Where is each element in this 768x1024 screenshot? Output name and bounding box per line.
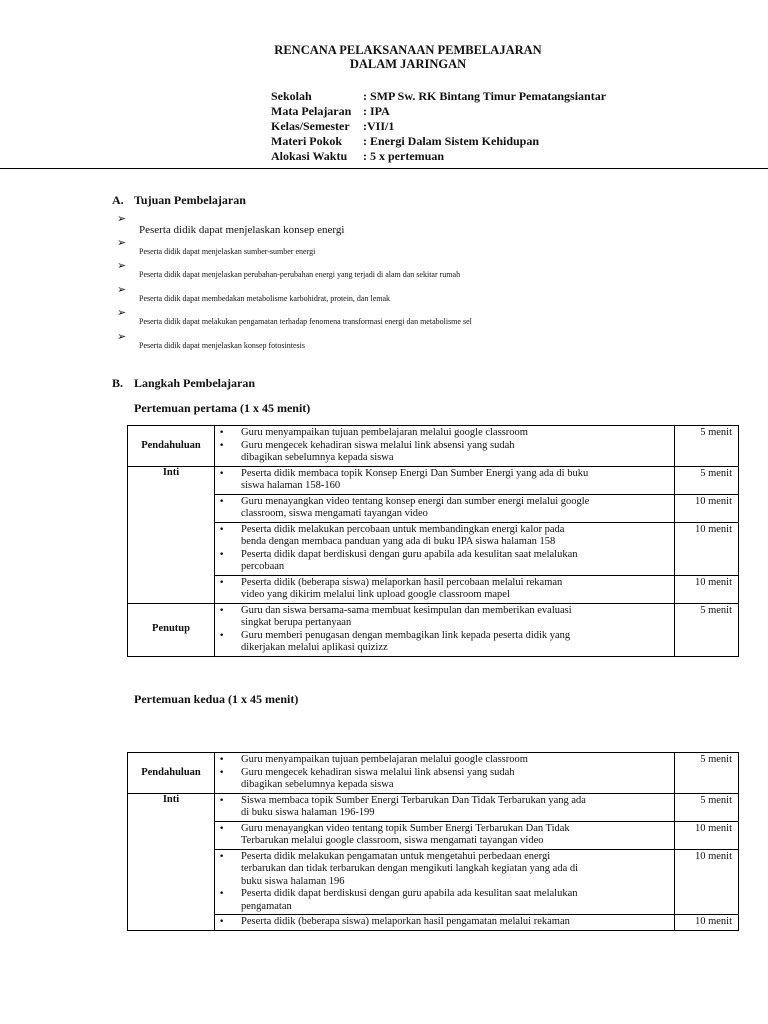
activity-cell bbox=[215, 753, 675, 794]
activity-bullet bbox=[219, 851, 672, 889]
meta-value: : Energi Dalam Sistem Kehidupan bbox=[363, 134, 540, 148]
activity-cell bbox=[215, 793, 675, 821]
table-row bbox=[128, 793, 739, 821]
table-row bbox=[128, 821, 739, 849]
meta-value: :VII/1 bbox=[363, 119, 395, 133]
document-title bbox=[0, 43, 768, 71]
meeting-2-title: Pertemuan kedua (1 x 45 menit) bbox=[134, 692, 299, 706]
activity-cell bbox=[215, 915, 675, 931]
activity-bullet bbox=[219, 577, 672, 602]
duration-cell: 10 menit bbox=[675, 494, 739, 522]
meta-row bbox=[271, 89, 606, 104]
meeting-1-table bbox=[127, 425, 739, 657]
phase-cell: Pendahuluan bbox=[128, 426, 215, 467]
activity-bullet bbox=[219, 916, 672, 929]
duration-cell: 5 menit bbox=[675, 603, 739, 656]
activity-bullet bbox=[219, 823, 672, 848]
table-row bbox=[128, 603, 739, 656]
activity-text: Guru menayangkan video tentang konsep energi dan sumber energi melalui google classroom, siswa mengamati tayangan video bbox=[241, 495, 590, 519]
phase-cell: Inti bbox=[128, 466, 215, 603]
meta-key: Sekolah bbox=[271, 89, 312, 103]
bullet-icon: • bbox=[219, 917, 225, 927]
bullet-icon: • bbox=[219, 524, 225, 535]
activity-text: Guru menayangkan video tentang topik Sumber Energi Terbarukan Dan Tidak Terbarukan melalui google classroom, siswa mengamati tayangan video bbox=[241, 822, 570, 846]
bullet-icon: • bbox=[219, 755, 225, 765]
bullet-icon: • bbox=[219, 605, 225, 616]
activity-text: Guru memberi penugasan dengan membagikan link kepada peserta didik yang dikerjakan melalui aplikasi quizizz bbox=[241, 629, 571, 653]
table-row bbox=[128, 466, 739, 494]
activity-bullet bbox=[219, 549, 672, 574]
duration-cell: 5 menit bbox=[675, 793, 739, 821]
activity-cell bbox=[215, 522, 675, 575]
activity-bullet bbox=[219, 524, 672, 549]
duration-cell: 5 menit bbox=[675, 466, 739, 494]
meta-row bbox=[271, 149, 606, 164]
activity-bullet bbox=[219, 767, 672, 792]
objective-text: Peserta didik dapat membedakan metabolisme karbohidrat, protein, dan lemak bbox=[139, 293, 391, 303]
meeting-1-title: Pertemuan pertama (1 x 45 menit) bbox=[134, 401, 311, 415]
table-row bbox=[128, 849, 739, 915]
activity-bullet bbox=[219, 888, 672, 913]
section-title: Tujuan Pembelajaran bbox=[134, 193, 246, 207]
meta-row bbox=[271, 119, 606, 134]
activity-text: Guru mengecek kehadiran siswa melalui link absensi yang sudah dibagikan sebelumnya kepada siswa bbox=[241, 766, 515, 790]
table-row bbox=[128, 575, 739, 603]
meta-key: Mata Pelajaran bbox=[271, 104, 352, 118]
title-line-2: DALAM JARINGAN bbox=[349, 57, 467, 71]
meta-value: : 5 x pertemuan bbox=[363, 149, 444, 163]
arrow-bullet-icon: ➢ bbox=[117, 212, 127, 225]
bullet-icon: • bbox=[219, 428, 225, 438]
activity-text: Peserta didik dapat berdiskusi dengan guru apabila ada kesulitan saat melalukan pengamatan bbox=[241, 888, 578, 912]
section-b-heading bbox=[112, 376, 255, 391]
bullet-icon: • bbox=[219, 823, 225, 834]
meta-key: Kelas/Semester bbox=[271, 119, 350, 133]
activity-cell bbox=[215, 426, 675, 467]
activity-cell bbox=[215, 466, 675, 494]
activity-text: Peserta didik melakukan percobaan untuk membandingkan energi kalor pada benda dengan membaca panduan yang ada di buku IPA siswa halaman 158 bbox=[241, 523, 565, 547]
objective-text: Peserta didik dapat menjelaskan perubahan-perubahan energi yang terjadi di alam dan sekitar rumah bbox=[139, 270, 461, 279]
duration-cell: 5 menit bbox=[675, 426, 739, 467]
activity-cell bbox=[215, 603, 675, 656]
activity-bullet bbox=[219, 496, 672, 521]
activity-text: Peserta didik dapat berdiskusi dengan guru apabila ada kesulitan saat melalukan percobaan bbox=[241, 548, 578, 572]
meta-key: Alokasi Waktu bbox=[271, 149, 348, 163]
activity-bullet bbox=[219, 754, 672, 767]
activity-bullet bbox=[219, 427, 672, 440]
table-row bbox=[128, 753, 739, 794]
meta-value: : SMP Sw. RK Bintang Timur Pematangsiantar bbox=[363, 89, 607, 103]
bullet-icon: • bbox=[219, 767, 225, 778]
activity-bullet bbox=[219, 795, 672, 820]
duration-cell: 10 menit bbox=[675, 915, 739, 931]
table-row bbox=[128, 494, 739, 522]
arrow-bullet-icon: ➢ bbox=[117, 235, 127, 249]
activity-text: Peserta didik membaca topik Konsep Energi Dan Sumber Energi yang ada di buku siswa halaman 158-160 bbox=[241, 467, 589, 491]
activity-text: Peserta didik (beberapa siswa) melaporkan hasil percobaan melalui rekaman video yang dikirim melalui link upload google classroom mapel bbox=[241, 576, 563, 600]
meta-key: Materi Pokok bbox=[271, 134, 342, 148]
activity-text: Peserta didik (beberapa siswa) melaporkan hasil pengamatan melalui rekaman bbox=[241, 916, 570, 927]
objective-text: Peserta didik dapat menjelaskan sumber-sumber energi bbox=[139, 246, 316, 256]
meta-row bbox=[271, 104, 606, 119]
arrow-bullet-icon: ➢ bbox=[117, 306, 127, 319]
activity-cell bbox=[215, 849, 675, 915]
bullet-icon: • bbox=[219, 468, 225, 479]
meta-value: : IPA bbox=[363, 104, 390, 118]
duration-cell: 10 menit bbox=[675, 522, 739, 575]
objective-text: Peserta didik dapat menjelaskan konsep energi bbox=[139, 224, 345, 236]
bullet-icon: • bbox=[219, 549, 225, 560]
arrow-bullet-icon: ➢ bbox=[117, 259, 127, 272]
duration-cell: 5 menit bbox=[675, 753, 739, 794]
activity-text: Siswa membaca topik Sumber Energi Terbarukan Dan Tidak Terbarukan yang ada di buku siswa halaman 196-199 bbox=[241, 794, 586, 818]
activity-bullet bbox=[219, 440, 672, 465]
bullet-icon: • bbox=[219, 851, 225, 862]
section-title: Langkah Pembelajaran bbox=[134, 376, 256, 390]
bullet-icon: • bbox=[219, 440, 225, 451]
activity-text: Guru menyampaikan tujuan pembelajaran melalui google classroom bbox=[241, 427, 528, 438]
table-row bbox=[128, 522, 739, 575]
bullet-icon: • bbox=[219, 795, 225, 806]
bullet-icon: • bbox=[219, 630, 225, 641]
activity-text: Guru dan siswa bersama-sama membuat kesimpulan dan memberikan evaluasi singkat berupa pertanyaan bbox=[241, 604, 572, 628]
arrow-bullet-icon: ➢ bbox=[117, 282, 127, 296]
meeting-2-table bbox=[127, 752, 739, 931]
activity-bullet bbox=[219, 605, 672, 630]
phase-cell: Inti bbox=[128, 793, 215, 930]
bullet-icon: • bbox=[219, 496, 225, 507]
section-letter: B. bbox=[112, 376, 124, 390]
section-a-heading bbox=[112, 193, 246, 208]
activity-text: Guru menyampaikan tujuan pembelajaran melalui google classroom bbox=[241, 754, 528, 765]
bullet-icon: • bbox=[219, 889, 225, 899]
activity-bullet bbox=[219, 630, 672, 655]
title-line-1: RENCANA PELAKSANAAN PEMBELAJARAN bbox=[274, 43, 542, 57]
section-letter: A. bbox=[112, 193, 124, 207]
arrow-bullet-icon: ➢ bbox=[117, 329, 127, 343]
activity-text: Peserta didik melakukan pengamatan untuk mengetahui perbedaan energi terbarukan dan tidak terbarukan dengan mengikuti langkah kegiatan yang ada di buku siswa halaman 196 bbox=[241, 850, 579, 887]
duration-cell: 10 menit bbox=[675, 821, 739, 849]
duration-cell: 10 menit bbox=[675, 849, 739, 915]
meta-row bbox=[271, 134, 606, 149]
activity-cell bbox=[215, 821, 675, 849]
table-row bbox=[128, 426, 739, 467]
objective-text: Peserta didik dapat menjelaskan konsep fotosintesis bbox=[139, 340, 305, 350]
activity-bullet bbox=[219, 468, 672, 493]
header-divider bbox=[0, 168, 768, 169]
identity-block bbox=[271, 89, 606, 164]
activity-cell bbox=[215, 494, 675, 522]
activity-cell bbox=[215, 575, 675, 603]
objective-text: Peserta didik dapat melakukan pengamatan terhadap fenomena transformasi energi dan metabolisme sel bbox=[139, 317, 472, 326]
bullet-icon: • bbox=[219, 577, 225, 588]
activity-text: Guru mengecek kehadiran siswa melalui link absensi yang sudah dibagikan sebelumnya kepada siswa bbox=[241, 439, 515, 463]
phase-cell: Pendahuluan bbox=[128, 753, 215, 794]
table-row bbox=[128, 915, 739, 931]
phase-cell: Penutup bbox=[128, 603, 215, 656]
duration-cell: 10 menit bbox=[675, 575, 739, 603]
